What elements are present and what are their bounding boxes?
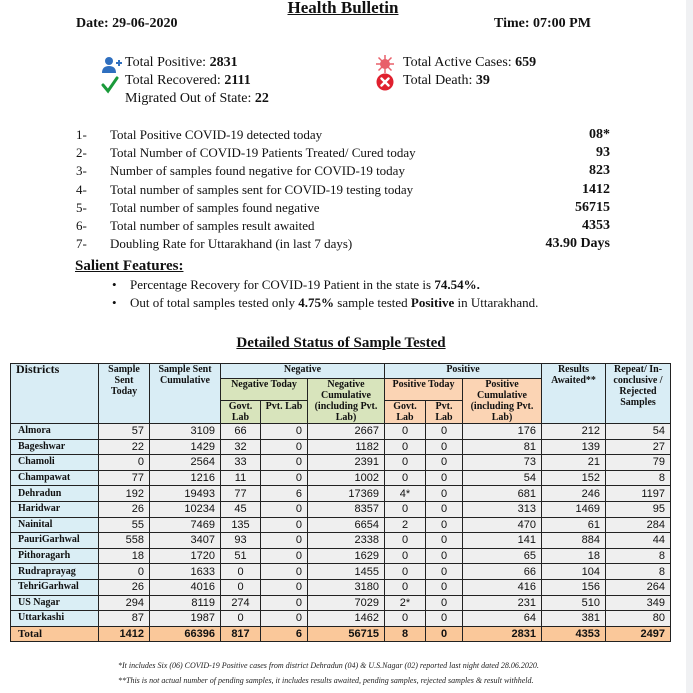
table-total-row: Total 1412 66396 817 6 56715 8 0 2831 4353 2497	[11, 626, 671, 642]
header-pos-govt-lab: Govt. Lab	[385, 401, 426, 424]
header-negative-cumulative: Negative Cumulative (including Pvt. Lab)	[308, 379, 385, 424]
salient-bullet: • Percentage Recovery for COVID-19 Patient in the state is 74.54%.	[112, 276, 538, 294]
total-positive-value: 2831	[209, 55, 238, 70]
header-positive: Positive	[385, 364, 542, 379]
table-row: Rudraprayag 0 1633 0 0 1455 0 0 66 104 8	[11, 564, 671, 580]
salient-bullet: • Out of total samples tested only 4.75% sample tested Positive in Uttarakhand.	[112, 294, 538, 312]
salient-features-heading: Salient Features:	[75, 258, 184, 274]
table-row: Dehradun 192 19493 77 6 17369 4* 0 681 246 1197	[11, 486, 671, 502]
header-positive-today: Positive Today	[385, 379, 463, 401]
page-edge-strip	[686, 0, 693, 693]
footnote-2: **This is not actual number of pending samples, it includes results awaited, pending samples, rejected samples & result withheld.	[118, 676, 534, 685]
key-point: 7- Doubling Rate for Uttarakhand (in last 7 days) 43.90 Days	[76, 236, 610, 252]
total-recovered-value: 2111	[224, 73, 251, 88]
total-death: Total Death: 39	[403, 73, 490, 88]
header-districts: Districts	[11, 364, 99, 424]
key-point: 6- Total number of samples result awaited 4353	[76, 217, 610, 233]
header-pos-pvt-lab: Pvt. Lab	[426, 401, 463, 424]
header-positive-cumulative: Positive Cumulative (including Pvt. Lab)	[463, 379, 542, 424]
table-row: Almora 57 3109 66 0 2667 0 0 176 212 54	[11, 424, 671, 440]
table-row: Chamoli 0 2564 33 0 2391 0 0 73 21 79	[11, 455, 671, 471]
header-sent-cumulative: Sample Sent Cumulative	[150, 364, 221, 424]
table-row: Champawat 77 1216 11 0 1002 0 0 54 152 8	[11, 470, 671, 486]
key-point: 2- Total Number of COVID-19 Patients Treated/ Cured today 93	[76, 145, 610, 161]
bulletin-time: Time: 07:00 PM	[494, 16, 591, 31]
table-title: Detailed Status of Sample Tested	[236, 335, 446, 351]
bulletin-date: Date: 29-06-2020	[76, 16, 178, 31]
total-recovered: Total Recovered: 2111	[125, 73, 251, 88]
key-point: 4- Total number of samples sent for COVID-19 testing today 1412	[76, 181, 610, 197]
table-row: US Nagar 294 8119 274 0 7029 2* 0 231 510 349	[11, 595, 671, 611]
sample-status-table	[10, 363, 671, 642]
footnote-1: *It includes Six (06) COVID-19 Positive cases from district Dehradun (04) & U.S.Nagar (02) reported last night dated 28.06.2020.	[118, 661, 539, 670]
header-neg-govt-lab: Govt. Lab	[221, 401, 261, 424]
table-row: Uttarkashi 87 1987 0 0 1462 0 0 64 381 80	[11, 611, 671, 627]
death-value: 39	[475, 73, 490, 88]
header-sent-today: Sample Sent Today	[99, 364, 150, 424]
key-points-list	[76, 126, 610, 253]
header-negative-today: Negative Today	[221, 379, 308, 401]
key-point: 3- Number of samples found negative for COVID-19 today 823	[76, 163, 610, 179]
key-point: 1- Total Positive COVID-19 detected today 08*	[76, 127, 610, 142]
table-row: TehriGarhwal 26 4016 0 0 3180 0 0 416 156 264	[11, 579, 671, 595]
header-repeat-rejected: Repeat/ In-conclusive / Rejected Samples	[606, 364, 671, 424]
active-value: 659	[515, 55, 537, 70]
total-active-cases: Total Active Cases: 659	[403, 55, 537, 70]
salient-features-list	[112, 276, 538, 312]
header-results-awaited: Results Awaited**	[542, 364, 606, 424]
header-negative: Negative	[221, 364, 385, 379]
table-row: PauriGarhwal 558 3407 93 0 2338 0 0 141 884 44	[11, 533, 671, 549]
migrated-out: Migrated Out of State: 22	[125, 91, 269, 106]
migrated-value: 22	[254, 91, 269, 106]
table-row: Nainital 55 7469 135 0 6654 2 0 470 61 284	[11, 517, 671, 533]
key-point: 5- Total number of samples found negative 56715	[76, 199, 610, 215]
x-circle-icon	[376, 73, 394, 96]
table-row: Haridwar 26 10234 45 0 8357 0 0 313 1469 95	[11, 501, 671, 517]
header-neg-pvt-lab: Pvt. Lab	[261, 401, 308, 424]
check-icon	[101, 76, 119, 99]
table-row: Pithoragarh 18 1720 51 0 1629 0 0 65 18 8	[11, 548, 671, 564]
page-title: Health Bulletin	[287, 0, 399, 17]
table-row: Bageshwar 22 1429 32 0 1182 0 0 81 139 27	[11, 439, 671, 455]
total-positive: Total Positive: 2831	[125, 55, 238, 70]
